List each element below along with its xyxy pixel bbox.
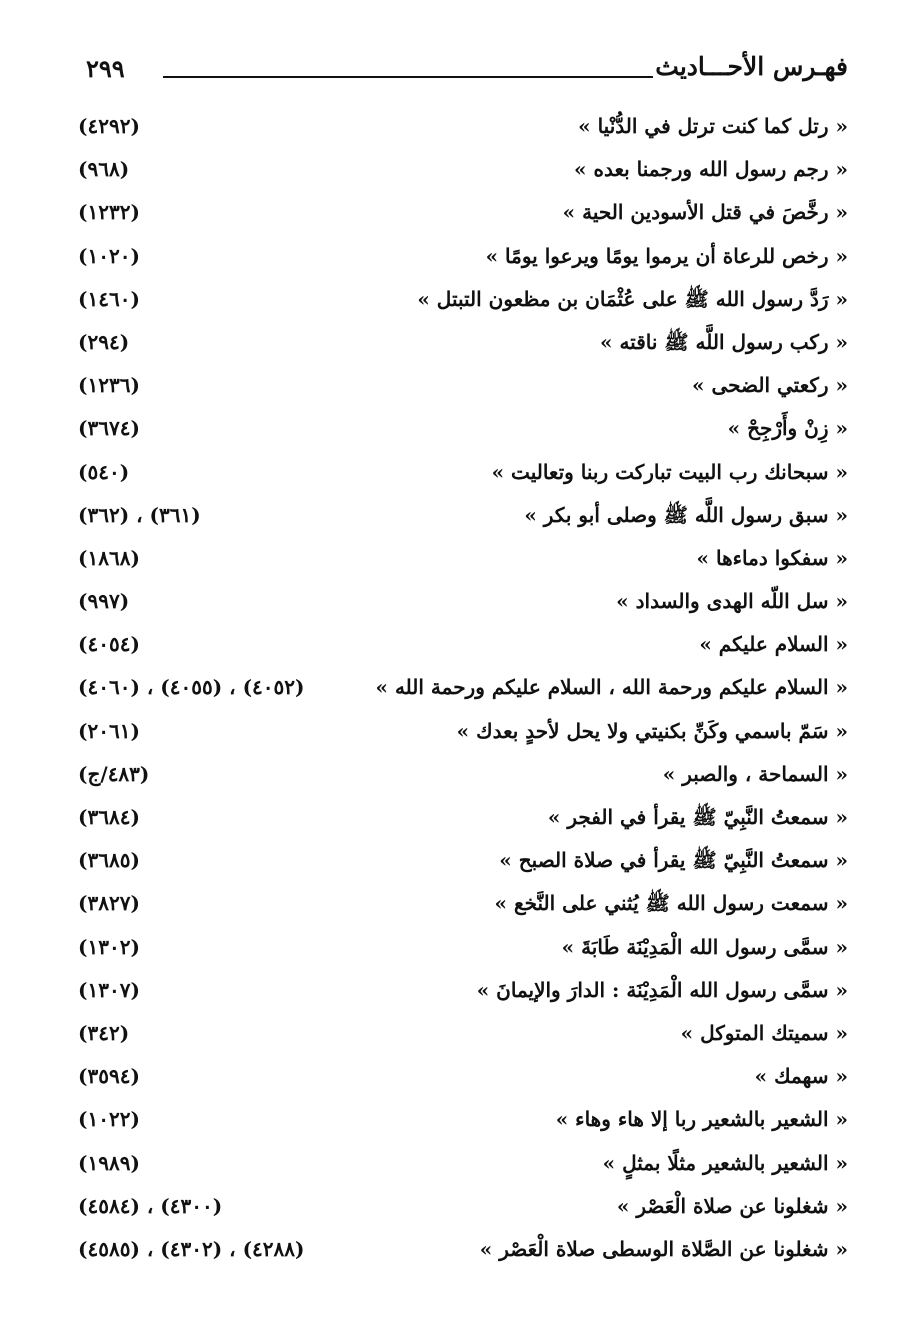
index-row <box>78 671 848 714</box>
page-header <box>78 52 848 92</box>
index-row <box>78 412 848 455</box>
hadith-references: (٢٩٤) <box>78 329 130 354</box>
index-row <box>78 456 848 499</box>
hadith-text: « سمعت رسول الله ﷺ يُثني على النَّخع » <box>494 891 848 916</box>
index-row <box>78 1103 848 1146</box>
index-row <box>78 1060 848 1103</box>
hadith-text: « رخَّصَ في قتل الأسودين الحية » <box>562 200 848 225</box>
index-row <box>78 499 848 542</box>
header-rule <box>163 76 653 78</box>
index-row <box>78 1233 848 1276</box>
hadith-references: (٤٢٩٢) <box>78 114 140 138</box>
hadith-references: (٣٦١) ، (٣٦٢) <box>78 502 201 527</box>
hadith-text: « سمَّى رسول الله الْمَدِيْنَة : الدارَ والإيمانَ » <box>476 977 848 1002</box>
hadith-references: (١٤٦٠) <box>78 286 140 311</box>
hadith-references: (٤٣٠٠) ، (٤٥٨٤) <box>78 1193 223 1218</box>
hadith-references: (٣٤٢) <box>78 1020 130 1045</box>
hadith-text: « شغلونا عن الصَّلاة الوسطى صلاة الْعَصْر » <box>479 1236 848 1261</box>
index-row <box>78 628 848 671</box>
hadith-references: (٤٨٣/ج) <box>78 761 150 786</box>
hadith-references: (٣٨٢٧) <box>78 891 140 916</box>
hadith-text: « السماحة ، والصبر » <box>662 761 848 786</box>
index-row <box>78 542 848 585</box>
hadith-text: « الشعير بالشعير مثلًا بمثلٍ » <box>602 1150 848 1175</box>
hadith-references: (١٨٦٨) <box>78 545 140 570</box>
hadith-references: (٢٠٦١) <box>78 718 140 743</box>
index-row <box>78 196 848 239</box>
page-title: فهـرس الأحـــاديث <box>655 52 848 81</box>
index-row <box>78 931 848 974</box>
index-row <box>78 715 848 758</box>
hadith-text: « رَدَّ رسول الله ﷺ على عُثْمَان بن مظعون التبتل » <box>417 286 848 311</box>
hadith-references: (٩٩٧) <box>78 589 130 614</box>
index-row <box>78 974 848 1017</box>
hadith-text: « سمَّى رسول الله الْمَدِيْنَة طَابَةَ » <box>561 934 848 959</box>
hadith-references: (٣٦٨٤) <box>78 805 140 829</box>
hadith-text: « السلام عليكم » <box>699 632 848 657</box>
hadith-text: « رتل كما كنت ترتل في الدُّنْيا » <box>578 114 848 138</box>
index-row <box>78 1147 848 1190</box>
hadith-references: (١٩٨٩) <box>78 1150 140 1175</box>
hadith-references: (٣٦٧٤) <box>78 416 140 441</box>
hadith-text: « سبق رسول اللَّه ﷺ وصلى أبو بكر » <box>524 502 848 527</box>
hadith-references: (١٣٠٢) <box>78 934 140 959</box>
index-row <box>78 585 848 628</box>
hadith-references: (١٢٣٦) <box>78 373 140 398</box>
index-row <box>78 1190 848 1233</box>
index-row <box>78 369 848 412</box>
hadith-text: « رجم رسول الله ورجمنا بعده » <box>574 157 848 182</box>
hadith-references: (١٣٠٧) <box>78 977 140 1002</box>
index-row <box>78 758 848 801</box>
hadith-text: « سمعتُ النَّبِيّ ﷺ يقرأ في صلاة الصبح » <box>499 848 848 873</box>
hadith-text: « سمعتُ النَّبِيّ ﷺ يقرأ في الفجر » <box>547 805 848 829</box>
hadith-text: « رخص للرعاة أن يرموا يومًا ويرعوا يومًا » <box>485 243 848 268</box>
hadith-references: (٤٠٥٤) <box>78 632 140 657</box>
hadith-text: « الشعير بالشعير ربا إلا هاء وهاء » <box>555 1107 848 1132</box>
hadith-text: « سميتك المتوكل » <box>680 1020 848 1045</box>
index-row <box>78 1017 848 1060</box>
hadith-text: « ركعتي الضحى » <box>692 373 848 398</box>
index-row <box>78 240 848 283</box>
index-entries <box>78 110 848 1276</box>
hadith-text: « سهمك » <box>754 1064 848 1089</box>
hadith-references: (٩٦٨) <box>78 157 130 182</box>
index-row <box>78 110 848 153</box>
index-row <box>78 887 848 930</box>
hadith-text: « سفكوا دماءها » <box>696 545 848 570</box>
hadith-references: (١٠٢٢) <box>78 1107 140 1132</box>
hadith-text: « شغلونا عن صلاة الْعَصْر » <box>616 1193 848 1218</box>
hadith-references: (٣٦٨٥) <box>78 848 140 873</box>
hadith-text: « السلام عليكم ورحمة الله ، السلام عليكم ورحمة الله » <box>375 675 848 700</box>
hadith-text: « سل اللّه الهدى والسداد » <box>616 589 848 614</box>
index-row <box>78 844 848 887</box>
index-row <box>78 283 848 326</box>
hadith-text: « سبحانك رب البيت تباركت ربنا وتعاليت » <box>491 459 848 484</box>
page-number: ٢٩٩ <box>86 54 125 83</box>
hadith-text: « سَمّ باسمي وكَنِّ بكنيتي ولا يحل لأحدٍ بعدك » <box>456 718 848 743</box>
hadith-text: « زِنْ وأَرْجِحْ » <box>727 416 848 441</box>
hadith-references: (٤٢٨٨) ، (٤٣٠٢) ، (٤٥٨٥) <box>78 1236 305 1261</box>
index-row <box>78 326 848 369</box>
hadith-references: (١٢٣٢) <box>78 200 140 225</box>
index-row <box>78 153 848 196</box>
hadith-references: (١٠٢٠) <box>78 243 140 268</box>
hadith-references: (٤٠٥٢) ، (٤٠٥٥) ، (٤٠٦٠) <box>78 675 305 700</box>
hadith-references: (٥٤٠) <box>78 459 130 484</box>
hadith-references: (٣٥٩٤) <box>78 1064 140 1089</box>
hadith-text: « ركب رسول اللَّه ﷺ ناقته » <box>599 329 848 354</box>
index-row <box>78 801 848 844</box>
